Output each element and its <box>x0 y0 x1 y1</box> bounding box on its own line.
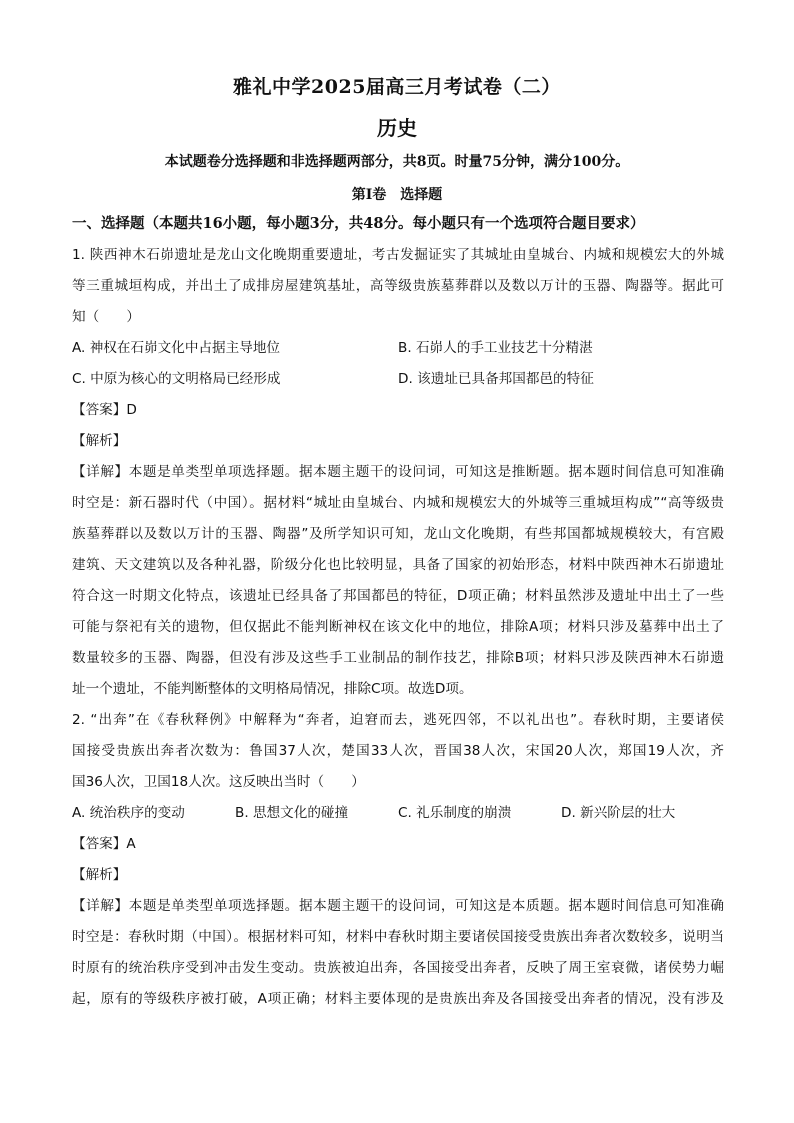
detail-line: 【详解】本题是单类型单项选择题。据本题主题干的设问词，可知这是本质题。据本题时间信息可知准确 <box>72 898 724 914</box>
option-row <box>72 364 724 395</box>
question-stem-line: 国接受贵族出奔者次数为：鲁国37人次，楚国33人次，晋国38人次，宋国20人次，郑国19人次，齐 <box>72 743 724 759</box>
option-row <box>72 333 724 364</box>
detail-line: 时空是：春秋时期（中国）。根据材料可知，材料中春秋时期主要诸侯国接受贵族出奔者次数较多，说明当 <box>72 929 724 945</box>
question-stem-line: 等三重城垣构成，并出土了成排房屋建筑基址，高等级贵族墓葬群以及数以万计的玉器、陶器等。据此可 <box>72 278 724 294</box>
subject-title: 历史 <box>377 116 417 140</box>
option-d: D. 新兴阶层的壮大 <box>561 805 676 821</box>
option-a: A. 神权在石峁文化中占据主导地位 <box>72 340 281 356</box>
question-stem-line: 国36人次，卫国18人次。这反映出当时（ ） <box>72 774 365 790</box>
section-heading: 一、选择题（本题共16小题，每小题3分，共48分。每小题只有一个选项符合题目要求） <box>72 215 645 232</box>
detail-line: 符合这一时期文化特点，该遗址已经具备了邦国都邑的特征，D项正确；材料虽然涉及遗址中出土了一些 <box>72 588 724 604</box>
question-stem-line: 1. 陕西神木石峁遗址是龙山文化晚期重要遗址，考古发掘证实了其城址由皇城台、内城和规模宏大的外城 <box>72 247 724 263</box>
question-stem-line: 2. “出奔”在《春秋释例》中解释为“奔者，迫窘而去，逃死四邻，不以礼出也”。春秋时期，主要诸侯 <box>72 712 724 728</box>
answer-label: 【答案】A <box>72 836 136 852</box>
detail-line: 【详解】本题是单类型单项选择题。据本题主题干的设问词，可知这是推断题。据本题时间信息可知准确 <box>72 464 724 480</box>
part-heading: 第Ⅰ卷 选择题 <box>351 187 443 203</box>
exam-note: 本试题卷分选择题和非选择题两部分，共8页。时量75分钟，满分100分。 <box>164 154 630 170</box>
detail-line: 建筑、天文建筑以及各种礼器，阶级分化也比较明显，具备了国家的初始形态，材料中陕西神木石峁遗址 <box>72 557 724 573</box>
option-c: C. 中原为核心的文明格局已经形成 <box>72 371 281 387</box>
option-c: C. 礼乐制度的崩溃 <box>398 805 512 821</box>
exam-title: 雅礼中学2025届高三月考试卷（二） <box>233 76 561 98</box>
question-1 <box>72 240 724 705</box>
answer-label: 【答案】D <box>72 402 137 418</box>
analysis-label: 【解析】 <box>72 433 127 449</box>
question-2 <box>72 705 724 1015</box>
detail-line: 时空是：新石器时代（中国）。据材料“城址由皇城台、内城和规模宏大的外城等三重城垣构成”“高等级贵 <box>72 495 724 511</box>
option-a: A. 统治秩序的变动 <box>72 805 185 821</box>
detail-line: 起，原有的等级秩序被打破，A项正确；材料主要体现的是贵族出奔及各国接受出奔者的情况，没有涉及 <box>72 991 724 1007</box>
analysis-label: 【解析】 <box>72 867 127 883</box>
detail-line: 族墓葬群以及数以万计的玉器、陶器”及所学知识可知，龙山文化晚期，有些邦国都城规模较大，有宫殿 <box>72 526 724 542</box>
detail-line: 址一个遗址，不能判断整体的文明格局情况，排除C项。故选D项。 <box>72 681 473 697</box>
questions-body <box>72 240 724 1015</box>
detail-line: 可能与祭祀有关的遗物，但仅据此不能判断神权在该文化中的地位，排除A项；材料只涉及墓葬中出土了 <box>72 619 724 635</box>
option-b: B. 石峁人的手工业技艺十分精湛 <box>398 340 593 356</box>
question-stem-line: 知（ ） <box>72 309 140 325</box>
option-d: D. 该遗址已具备邦国都邑的特征 <box>398 371 594 387</box>
detail-line: 数量较多的玉器、陶器，但没有涉及这些手工业制品的制作技艺，排除B项；材料只涉及陕西神木石峁遗 <box>72 650 724 666</box>
option-b: B. 思想文化的碰撞 <box>235 805 349 821</box>
option-row <box>72 798 724 829</box>
detail-line: 时原有的统治秩序受到冲击发生变动。贵族被迫出奔，各国接受出奔者，反映了周王室衰微，诸侯势力崛 <box>72 960 724 976</box>
